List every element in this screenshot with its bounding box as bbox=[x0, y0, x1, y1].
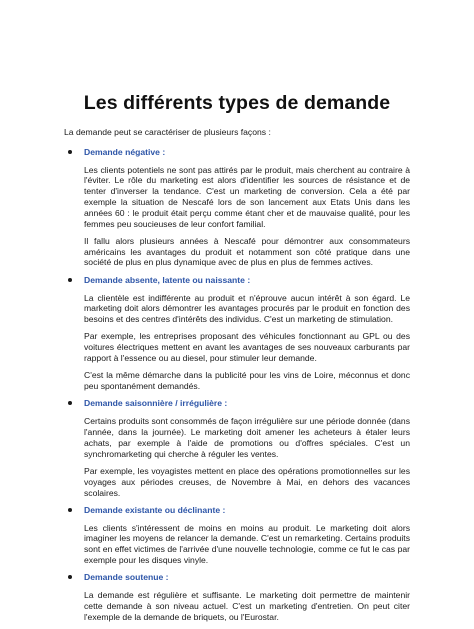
bullet-icon bbox=[68, 278, 72, 282]
section-heading bbox=[64, 505, 410, 516]
bullet-icon bbox=[68, 401, 72, 405]
paragraph: C'est la même démarche dans la publicité pour les vins de Loire, méconnus et donc peu spontanément demandés. bbox=[84, 370, 410, 392]
paragraph: Par exemple, les entreprises proposant des véhicules fonctionnant au GPL ou des voitures électriques mettent en avant les avantages de ses nouveaux carburants par rapport à l'essence ou au diesel, pour stimuler leur demande. bbox=[84, 331, 410, 364]
paragraph: Les clients potentiels ne sont pas attirés par le produit, mais cherchent au contraire à l'éviter. Le rôle du marketing est alors d'identifier les sources de résistance et de tenter d'inverser la tendance. C'est un marketing de conversion. Cela a été par exemple la situation de Nescafé lors de son lancement aux Etats Unis dans les années 60 : le produit était perçu comme étant cher et de mauvaise qualité, pour les femmes peu soucieuses de leur confort familial. bbox=[84, 164, 410, 229]
section-heading-text: Demande absente, latente ou naissante : bbox=[84, 274, 251, 285]
bullet-icon bbox=[68, 575, 72, 579]
paragraph: La demande est régulière et suffisante. Le marketing doit permettre de maintenir cette demande à son niveau actuel. C'est un marketing d'entretien. On peut citer l'exemple de la demande de briquets, ou l'Eurostar. bbox=[84, 590, 410, 622]
paragraph: Il fallu alors plusieurs années à Nescafé pour démontrer aux consommateurs américains les avantages du produit et notamment son côté pratique dans une société de plus en plus dynamique avec de plus en plus de femmes actives. bbox=[84, 235, 410, 268]
section-heading-text: Demande négative : bbox=[84, 146, 166, 157]
section-heading-text: Demande saisonnière / irrégulière : bbox=[84, 398, 228, 409]
bullet-icon bbox=[68, 508, 72, 512]
section-heading-text: Demande existante ou déclinante : bbox=[84, 504, 226, 515]
bullet-icon bbox=[68, 150, 72, 154]
section-heading bbox=[64, 572, 410, 583]
page-title: Les différents types de demande bbox=[83, 92, 391, 114]
paragraph: Certains produits sont consommés de façon irrégulière sur une période donnée (dans l'année, dans la journée). Le marketing doit amener les acheteurs à étaler leurs achats, par exemple à l'aide de promotions ou d'offres spéciales. C'est un synchromarketing qui cherche à réguler les ventes. bbox=[84, 416, 410, 459]
document-body bbox=[64, 127, 410, 629]
section-demande-absente bbox=[64, 275, 410, 392]
intro-text: La demande peut se caractériser de plusieurs façons : bbox=[64, 127, 271, 137]
section-heading bbox=[64, 147, 410, 158]
paragraph: Par exemple, les voyagistes mettent en place des opérations promotionnelles sur les voyages aux périodes creuses, de Novembre à Mai, en dehors des vacances scolaires. bbox=[84, 465, 410, 498]
section-heading-text: Demande soutenue : bbox=[84, 572, 169, 583]
paragraph: La clientèle est indifférente au produit et n'éprouve aucun intérêt à son égard. Le marketing doit alors démontrer les avantages procurés par le produit en fonction des besoins et des centres d'intérêts des individus. C'est un marketing de stimulation. bbox=[84, 292, 410, 325]
section-demande-existante bbox=[64, 505, 410, 566]
section-demande-saisonniere bbox=[64, 398, 410, 498]
paragraph: Les clients s'intéressent de moins en moins au produit. Le marketing doit alors imaginer les moyens de relancer la demande. C'est un remarketing. Certains produits sont en effet victimes de l'arrivée d'une nouvelle technologie, comme ce fut le cas par exemple pour les disques vinyle. bbox=[84, 522, 410, 565]
section-heading bbox=[64, 398, 410, 409]
section-demande-soutenue bbox=[64, 572, 410, 622]
section-heading bbox=[64, 275, 410, 286]
section-demande-negative bbox=[64, 147, 410, 268]
